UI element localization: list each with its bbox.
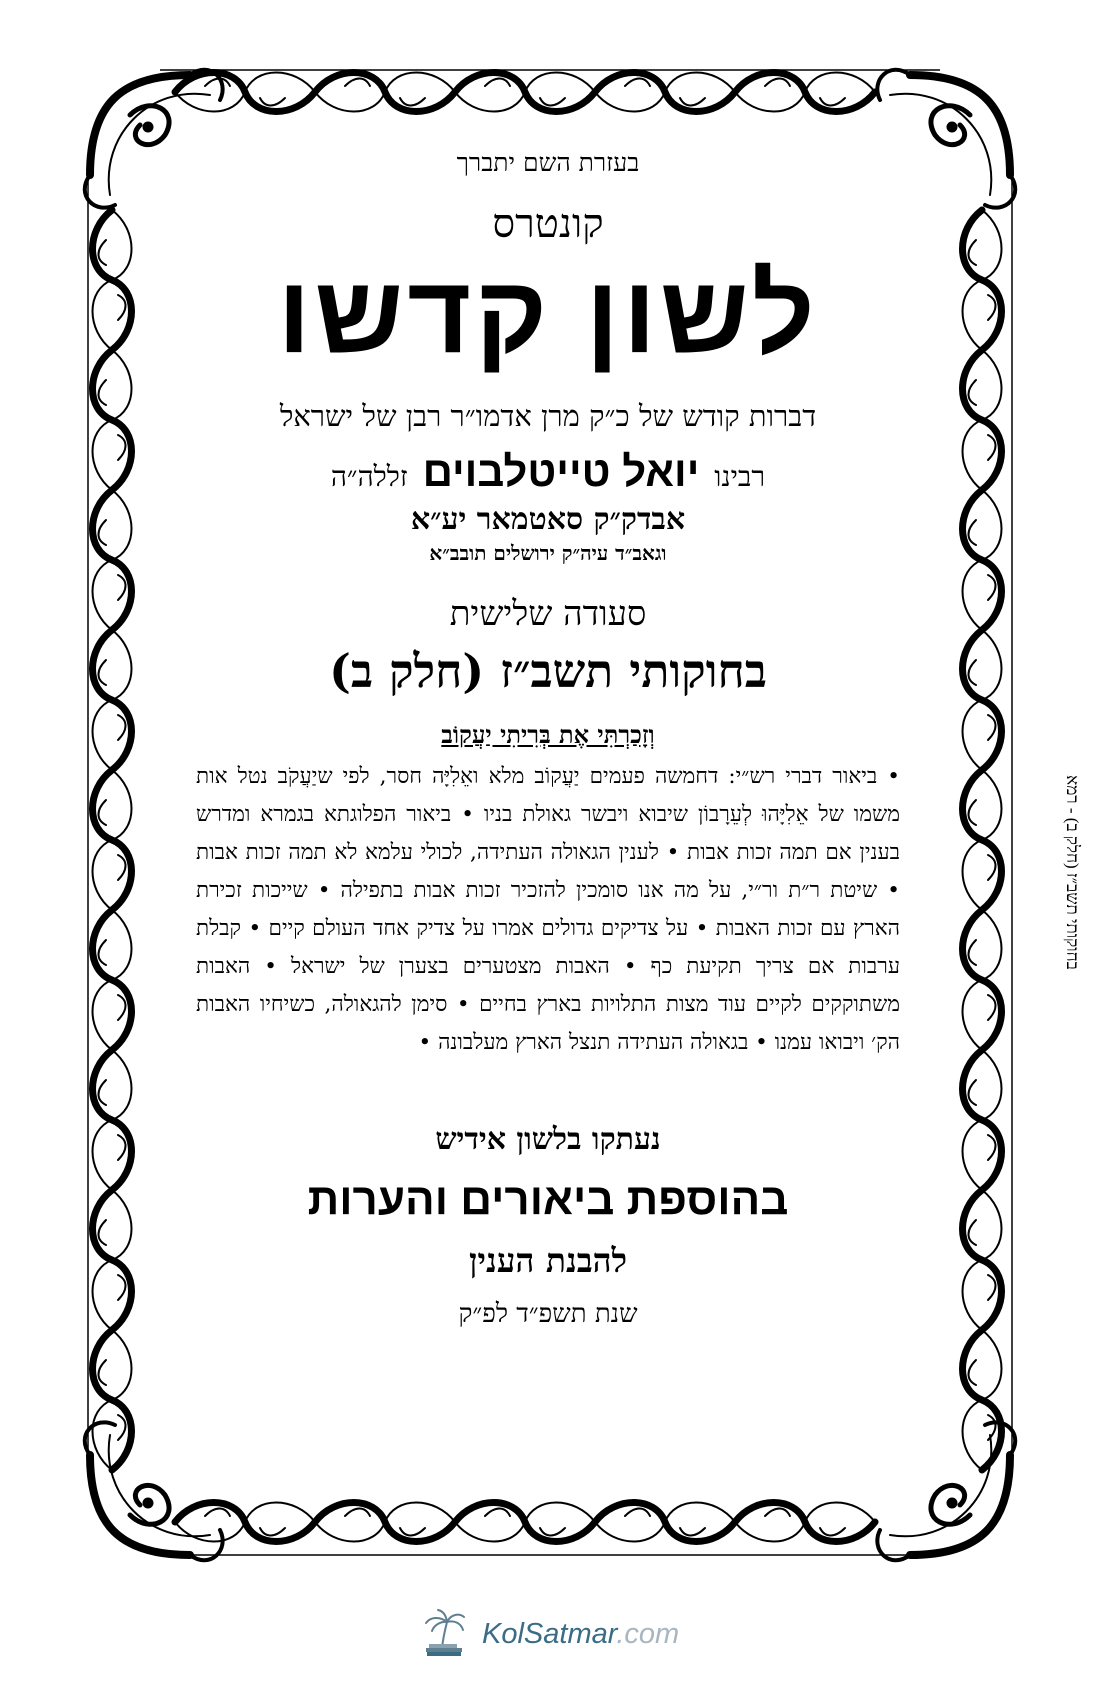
rebbe-name: יואל טייטלבוים [422, 447, 700, 495]
words-line: דברות קודש של כ״ק מרן אדמו״ר רבן של ישראל [279, 398, 817, 433]
side-page-note: בחוקותי תשב״ז (חלק ב) - רמא [1063, 774, 1082, 970]
meal-line: סעודה שלישית [449, 593, 647, 634]
translated-line: נעתקו בלשון אידיש [435, 1121, 661, 1157]
title-page [190, 148, 906, 1329]
av-beis-din-line: אבדק״ק סאטמאר יע״א [410, 501, 686, 537]
summary-paragraph: • ביאור דברי רש״י: דחמשה פעמים יַעֲקוֹב מלא ואֵלִיָּה חסר, לפי שיַעֲקֹב נטל אות משמו של אֵלִיָּהוּ לְעֵרָבוֹן שיבוא ויבשר גאולת בניו • ביאור הפלוגתא בגמרא ומדרש בענין אם תמה זכות אבות • לענין הגאולה העתידה, לכולי עלמא לא תמה זכות אבות • שיטת ר״ת ור״י, על מה אנו סומכין להזכיר זכות אבות בתפילה • שייכות זכירת הארץ עם זכות האבות • על צדיקים גדולים אמרו על צדיק אחד העולם קיים • קבלת ערבות אם צריך תקיעת כף • האבות מצטערים בצערן של ישראל • האבות משתוקקים לקיים עוד מצות התלויות בארץ בחיים • סימן להגאולה, כשיחיו האבות הק׳ ויבואו עמנו • בגאולה העתידה תנצל הארץ מעלבונה • [196, 763, 900, 1055]
border-left [93, 210, 132, 1470]
rebbe-line [190, 448, 906, 496]
rebbe-prefix: רבינו [714, 459, 766, 493]
border-bottom [175, 1503, 875, 1542]
parsha-line: בחוקותי תשב״ז (חלק ב) [329, 643, 767, 698]
logo-name: KolSatmar [482, 1617, 617, 1650]
rebbe-suffix: זללה״ה [330, 459, 408, 493]
kuntres-label: קונטרס [492, 201, 604, 247]
understanding-line: להבנת הענין [468, 1240, 628, 1280]
verse-line: וְזָכַרְתִּי אֶת בְּרִיתִי יַעֲקוֹב [441, 719, 655, 749]
border-top [175, 73, 875, 112]
border-right [963, 210, 1002, 1470]
year-line: שנת תשפ״ד לפ״ק [458, 1298, 638, 1329]
kolsatmar-logo[interactable] [418, 1608, 679, 1660]
blessing-header: בעזרת השם יתברך [456, 148, 640, 177]
palm-tree-books-icon [418, 1608, 470, 1660]
logo-wordmark [482, 1618, 679, 1651]
gaav-line: וגאב״ד עיה״ק ירושלים תובב״א [429, 540, 667, 565]
logo-domain: .com [616, 1617, 680, 1650]
additions-line: בהוספת ביאורים והערות [307, 1174, 789, 1224]
main-title: לשון קדשו [277, 253, 819, 376]
